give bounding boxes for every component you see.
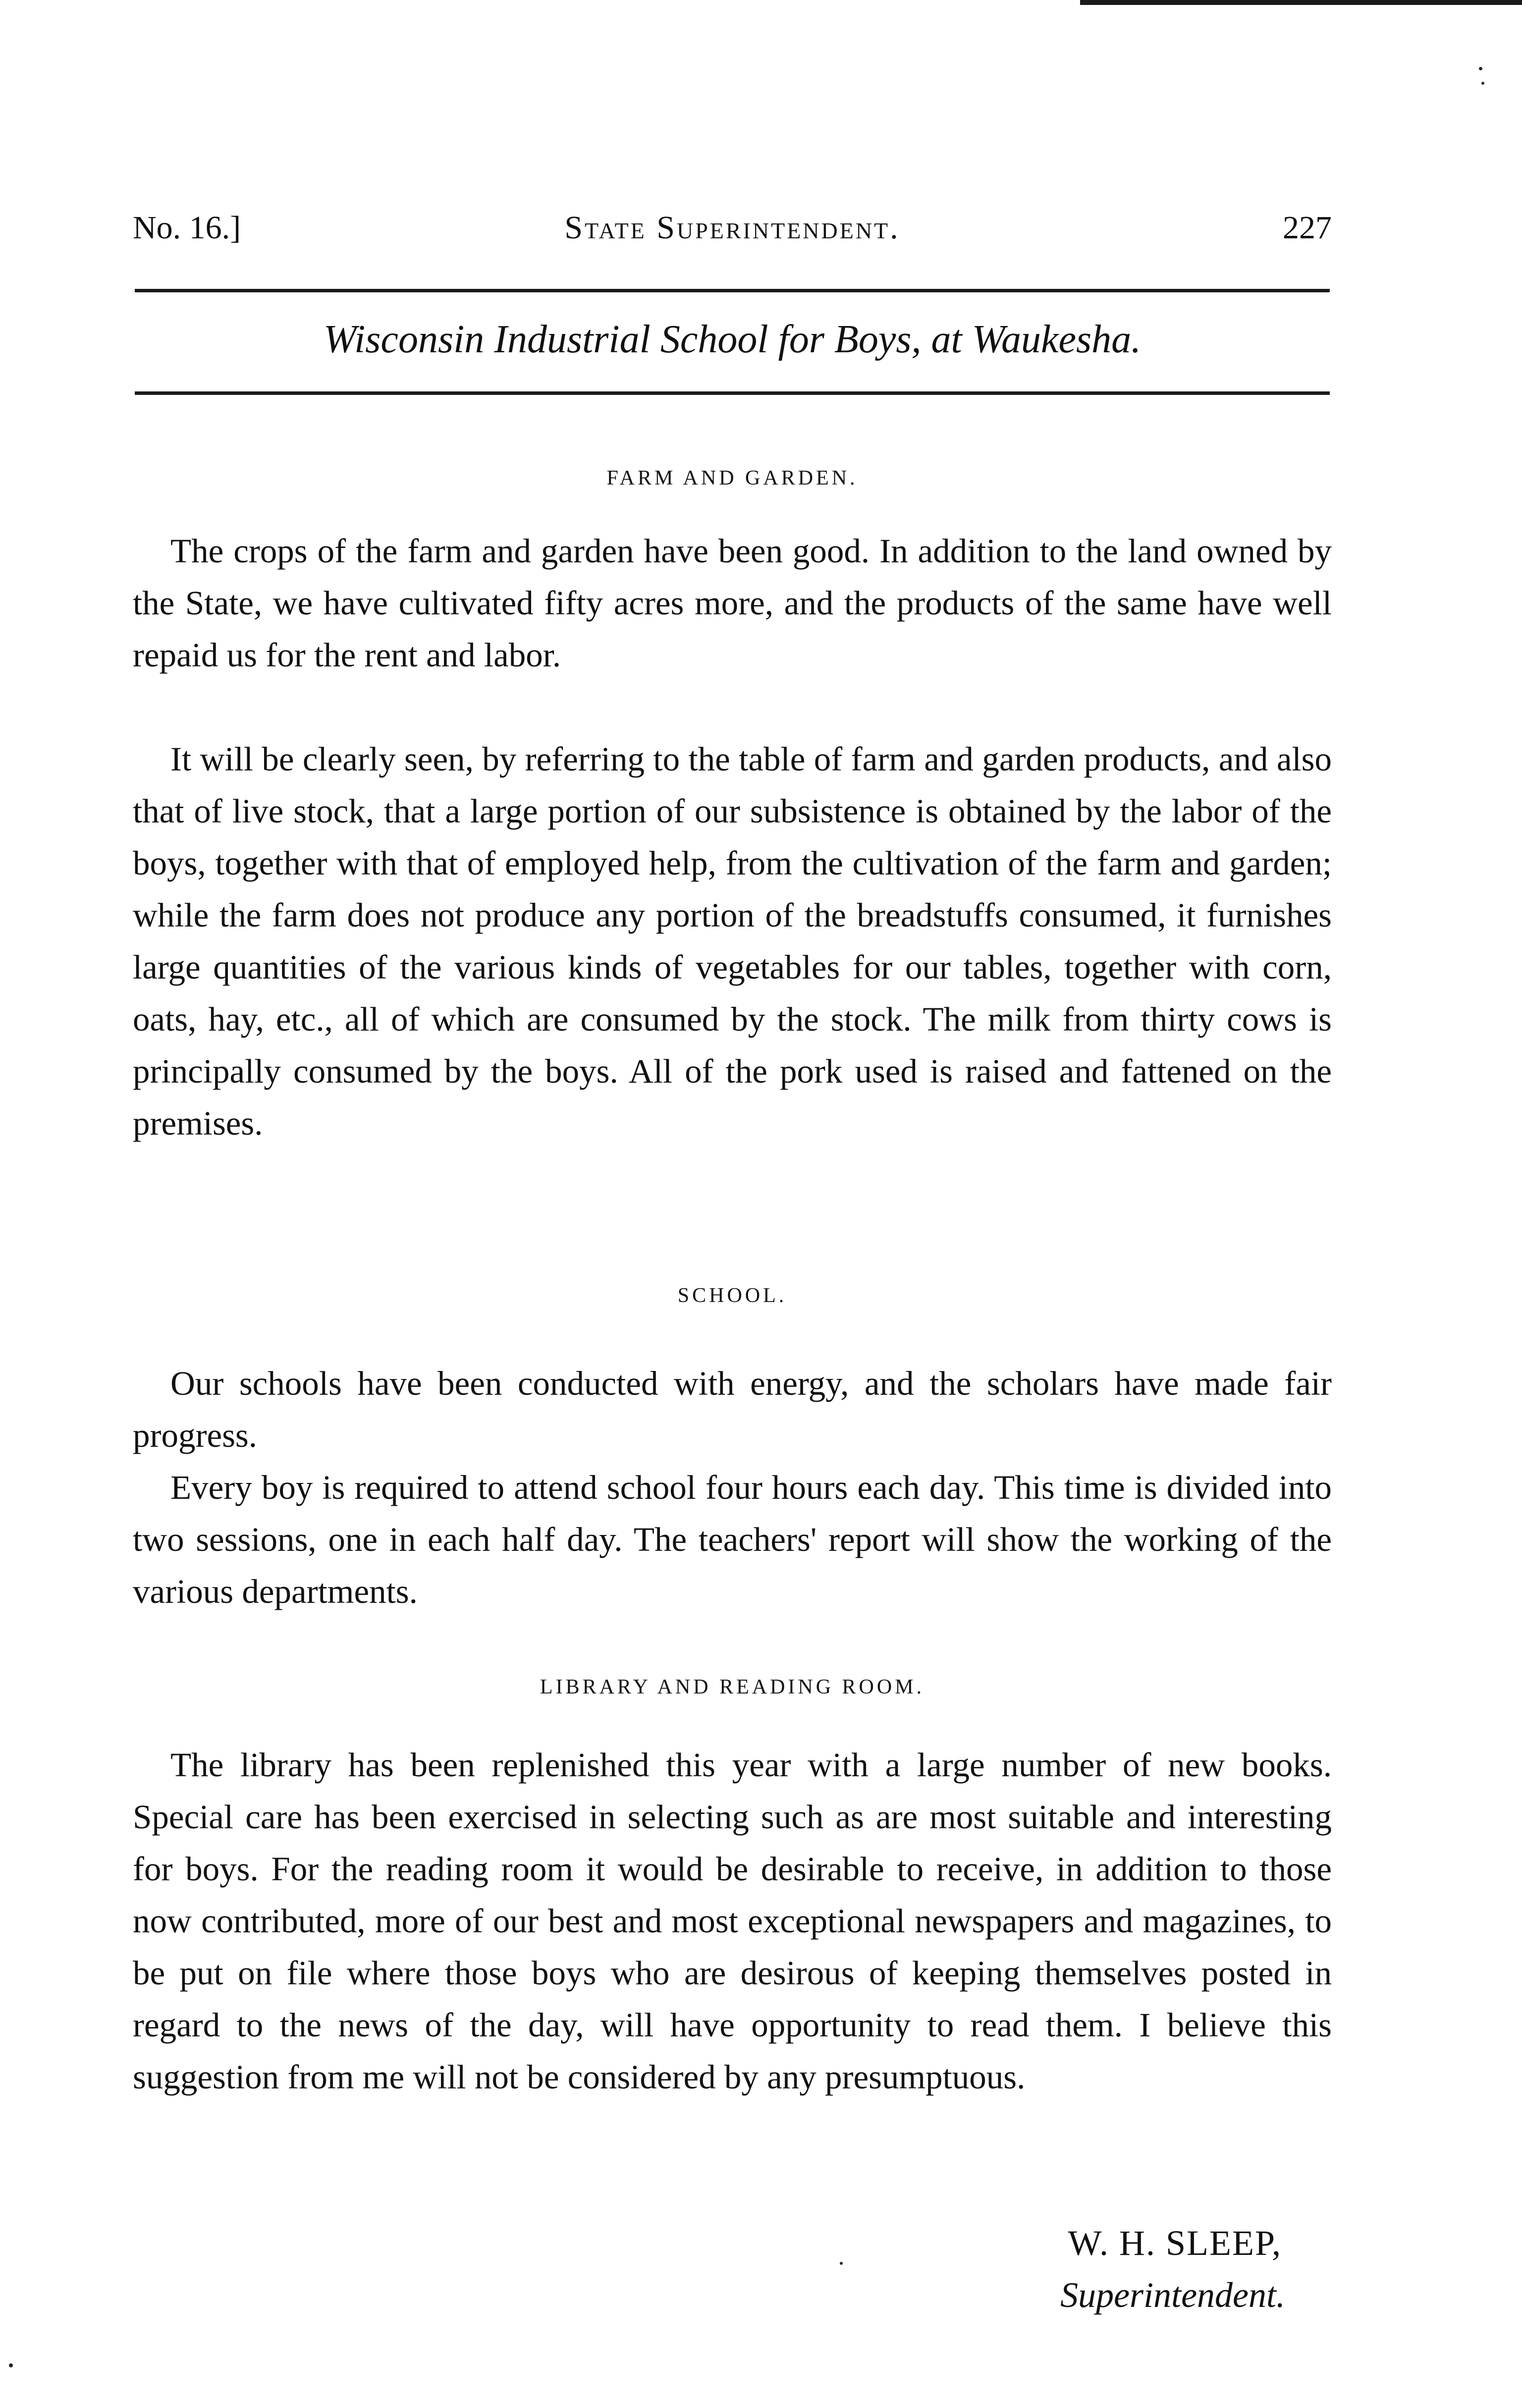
bottom-rule bbox=[135, 391, 1330, 395]
paragraph-text: It will be clearly seen, by referring to the table of farm and garden products, and also that of live stock, that a large portion of our subsistence is obtained by the labor of the boys, together with that of employed help, from the cultivation of the farm and garden; while the farm does not produce any portion of the breadstuffs consumed, it furnishes large quantities of the various kinds of vegetables for our tables, together with corn, oats, hay, etc., all of which are consumed by the stock. The milk from thirty cows is principally consumed by the boys. All of the pork used is raised and fattened on the premises. bbox=[133, 740, 1332, 1142]
signature-title: Superintendent. bbox=[1060, 2275, 1285, 2315]
top-rule bbox=[135, 289, 1330, 292]
document-number: No. 16.] bbox=[133, 210, 241, 246]
paragraph-text: Every boy is required to attend school four hours each day. This time is divided into two sessions, one in each half day. The teachers' report will show the working of the various departments. bbox=[133, 1469, 1332, 1610]
paragraph-text: The crops of the farm and garden have been good. In addition to the land owned by the State, we have cultivated fifty acres more, and the products of the same have well repaid us for the rent and labor. bbox=[133, 532, 1332, 674]
running-header bbox=[133, 201, 1332, 255]
section-heading-school: SCHOOL. bbox=[677, 1284, 787, 1307]
print-speck bbox=[840, 2262, 843, 2265]
signature-name: W. H. SLEEP, bbox=[1068, 2223, 1282, 2263]
print-speck bbox=[1481, 82, 1484, 85]
print-speck bbox=[9, 2363, 13, 2367]
print-speck bbox=[1479, 67, 1482, 70]
page-subtitle: Wisconsin Industrial School for Boys, at Waukesha. bbox=[323, 318, 1142, 361]
running-title: State Superintendent. bbox=[564, 210, 900, 246]
paragraph-text: The library has been replenished this year with a large number of new books. Special care has been exercised in selecting such as are most suitable and interesting for boys. For the reading room it would be desirable to receive, in addition to those now contributed, more of our best and most exceptional newspapers and magazines, to be put on file where those boys who are desirous of keeping themselves posted in regard to the news of the day, will have opportunity to read them. I believe this suggestion from me will not be considered by any presumptuous. bbox=[133, 1746, 1332, 2096]
school-paragraph-1 bbox=[133, 1358, 1332, 1462]
top-edge-rule bbox=[1080, 0, 1522, 5]
farm-paragraph-2 bbox=[133, 733, 1332, 1149]
page-number: 227 bbox=[1283, 210, 1332, 246]
section-heading-farm: FARM AND GARDEN. bbox=[606, 467, 858, 490]
section-heading-library: LIBRARY AND READING ROOM. bbox=[540, 1676, 925, 1698]
library-paragraph-1 bbox=[133, 1739, 1332, 2103]
school-paragraph-2 bbox=[133, 1462, 1332, 1618]
farm-paragraph-1 bbox=[133, 525, 1332, 681]
paragraph-text: Our schools have been conducted with energy, and the scholars have made fair progress. bbox=[133, 1365, 1332, 1454]
